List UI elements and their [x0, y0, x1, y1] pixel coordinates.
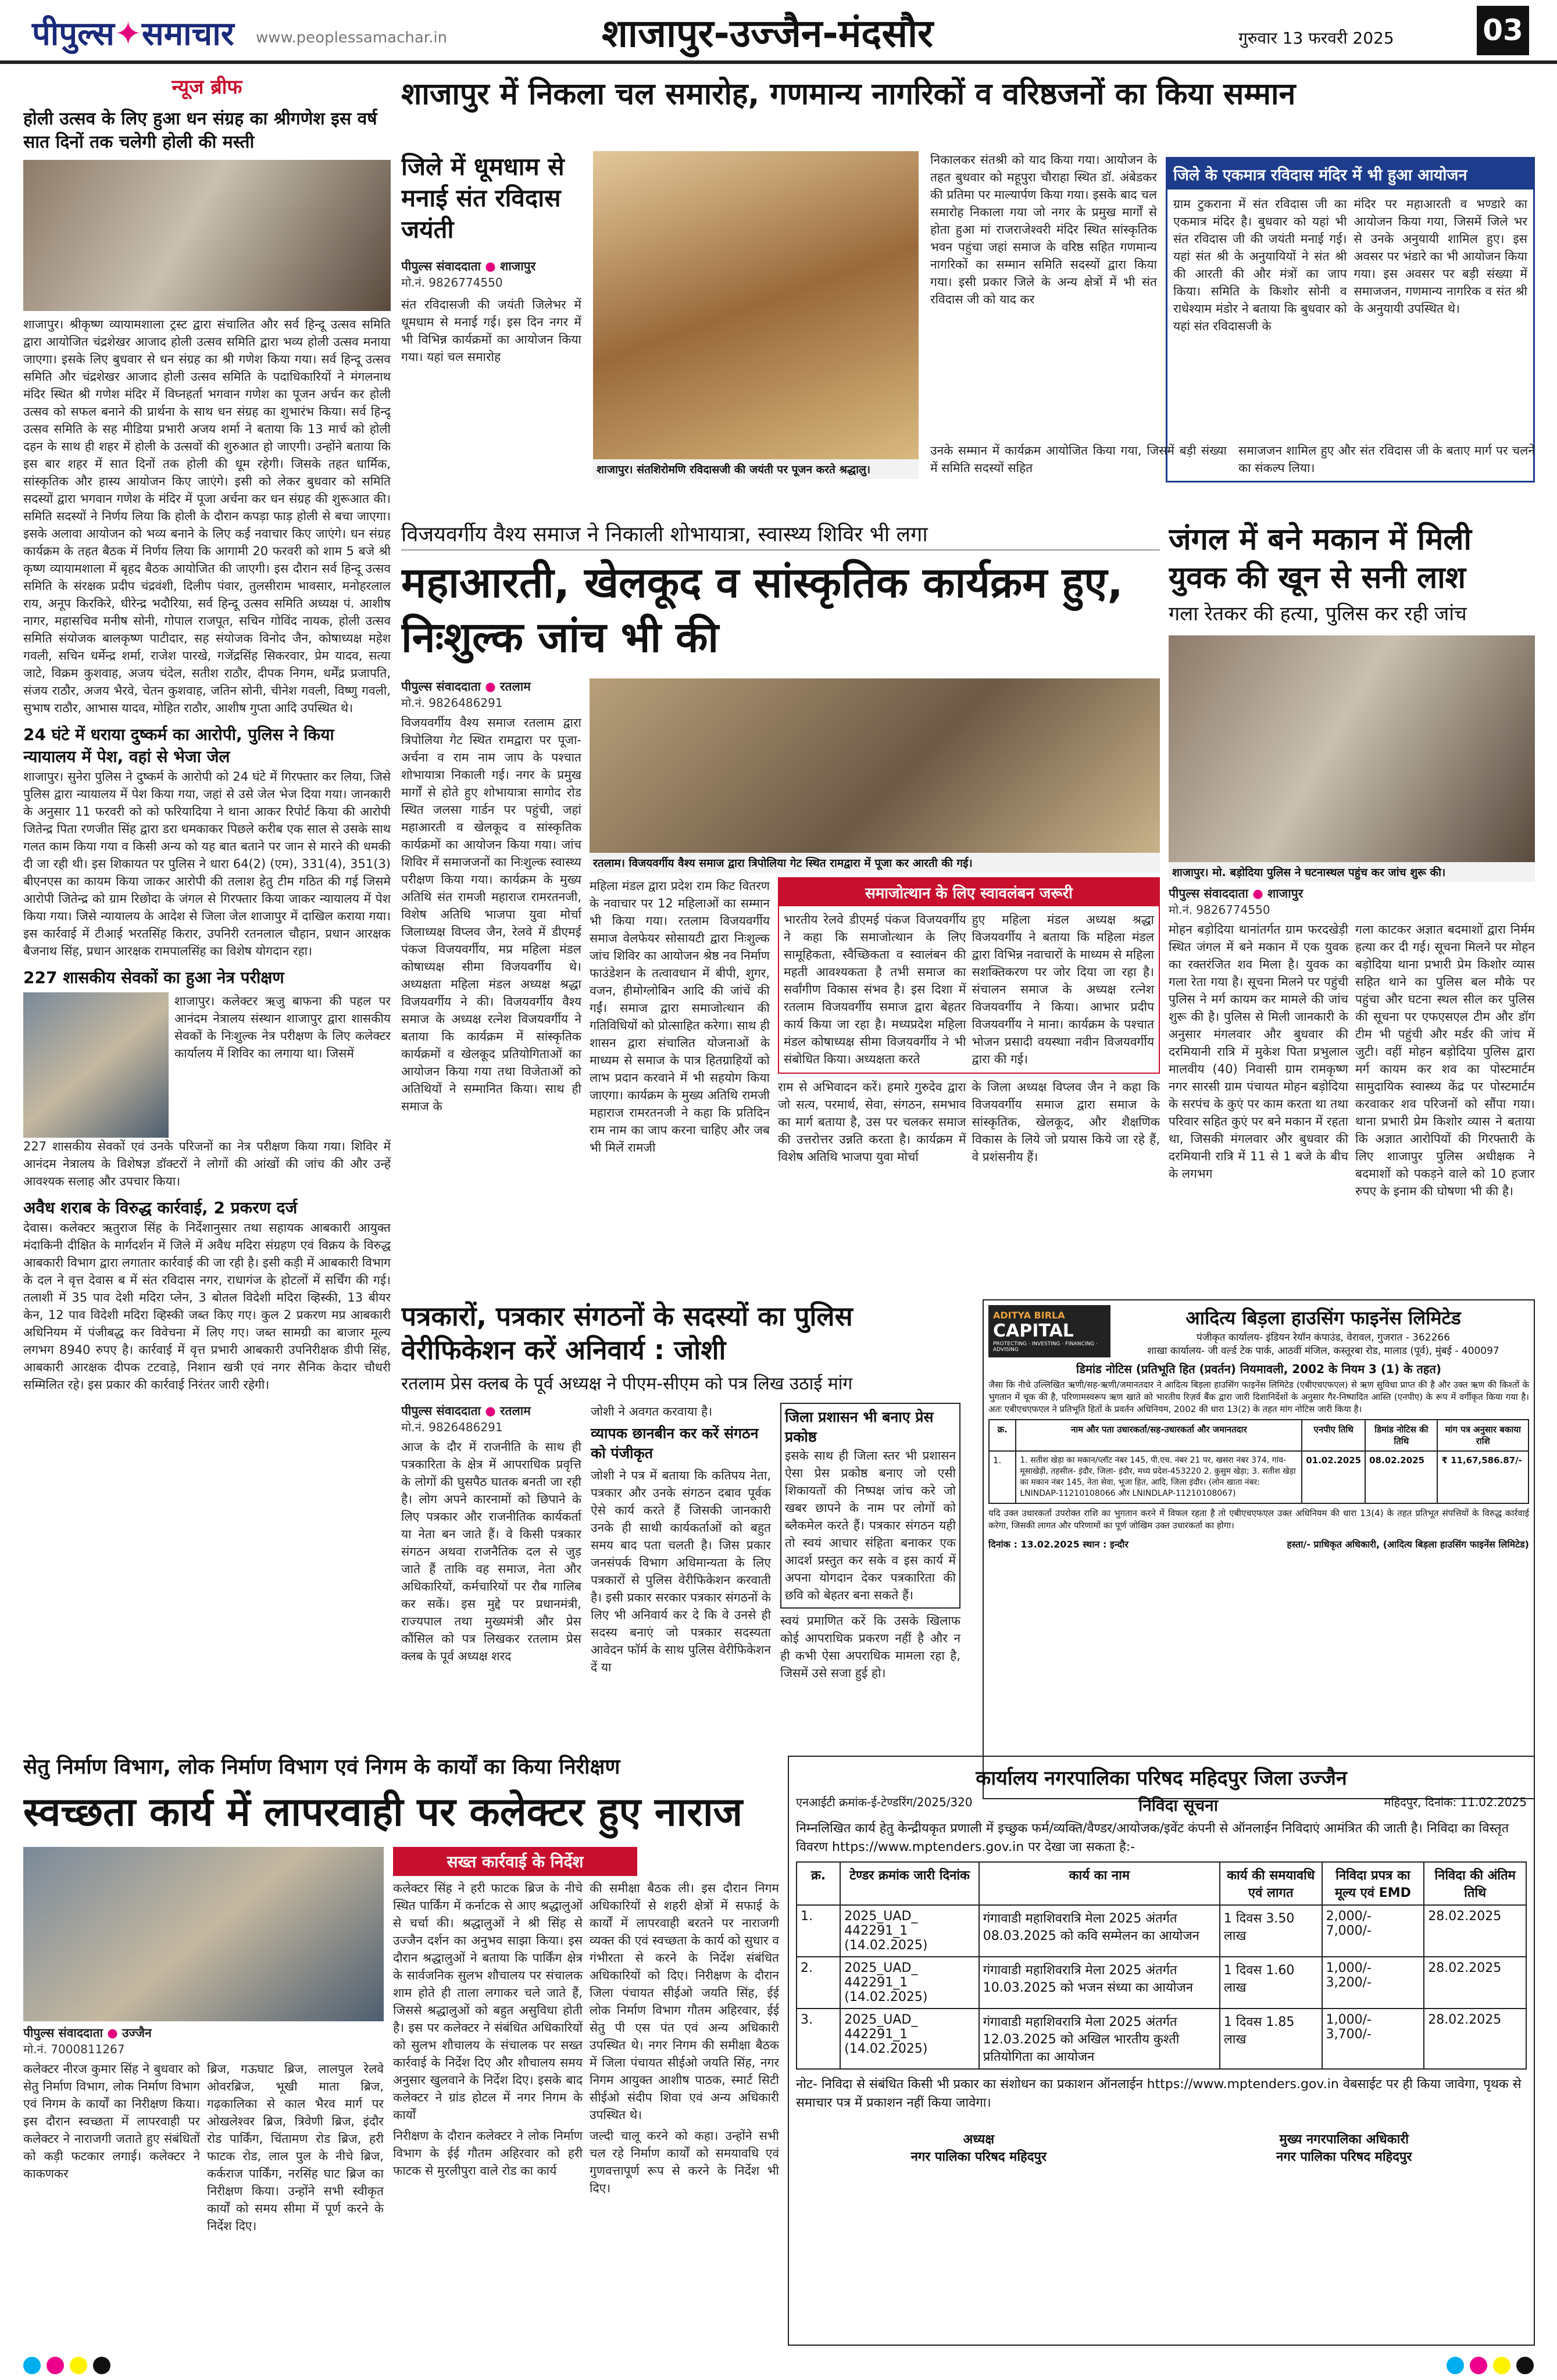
color-mark	[47, 2357, 64, 2374]
page-number: 03	[1477, 6, 1529, 55]
press-byline: पीपुल्स संवाददाता ● रतलाम	[401, 1404, 531, 1418]
collector-meeting-photo	[23, 1847, 384, 2021]
brief-headline-2: 24 घंटे में धराया दुष्कर्म का आरोपी, पुलिस ने किया न्यायालय में पेश, वहां से भेजा जेल	[23, 725, 334, 766]
notice-address-2: शाखा कार्यालय- जी वर्ल्ड टेक पार्क, आठवीं मंजिल, कस्तूरबा रोड, मालाड (पूर्व), मुंबई - 400097	[1147, 1345, 1499, 1357]
mid-box-body-2: हुए महिला मंडल अध्यक्ष श्रद्धा विजयवर्गीय ने बताया कि महिला मंडल द्वारा विभिन्न नवाचारों के माध्यम से महिला सशक्तिकरण पर जोर दिया जा रहा है। संचालन समाज के अध्यक्ष रत्नेश विजयवर्गीय ने किया। आभार प्रदीप विजयवर्गीय ने माना। कार्यक्रम के पश्चात भोजन प्रसादी वयस्थाा नवीन विजयवर्गीय द्वारा की गई।	[972, 913, 1154, 1066]
aditya-birla-logo: ADITYA BIRLA CAPITAL PROTECTING · INVESTING · FINANCING · ADVISING	[988, 1305, 1110, 1357]
brief-body-4: देवास। कलेक्टर ऋतुराज सिंह के निर्देशानुसार तथा सहायक आबकारी आयुक्त मंदाकिनी दीक्षित के मार्गदर्शन में जिले में अवैध मदिरा संग्रहण एवं विक्रय के विरुद्ध आबकारी विभाग द्वारा लगातार कार्रवाई की जा रही है। इसी कड़ी में आबकारी विभाग के दल ने वृत्त देवास ब में संत रविदास नगर, राधागंज के होटलों में सर्चिंग की गई। तलाशी में 35 पाव देशी मदिरा प्लेन, 3 बोतल विदेशी मदिरा व्हिस्की, 13 बीयर केन, 12 पाव विदेशी मदिरा व्हिस्की जब्त किए गए। कुल 2 प्रकरण मप्र आबकारी अधिनियम में पंजीबद्ध कर विवेचना में लिए गए। जब्त सामग्री का बाजार मूल्य लगभग 8940 रुपए है। कार्रवाई में वृत्त प्रभारी आबकारी उपनिरीक्षक डीपी सिंह, आबकारी आरक्षक दीपक टटवाड़े, निशान खत्री एवं नगर सैनिक केदार चौधरी सम्मिलित रहे। इस प्रकार की कार्रवाई निरंतर जारी रहेगी।	[23, 1221, 391, 1392]
top-body-2: निकालकर संतश्री को याद किया गया। आयोजन के तहत बुधवार को महूपुरा चौराहा स्थित डॉ. अंबेडकर की प्रतिमा पर माल्यार्पण किया गया। इसके बाद चल समारोह निकाला गया जो नगर के प्रमुख मार्गों से होता हुआ मां राजराजेश्वरी मंदिर स्थित सांस्कृतिक भवन पहुंचा जहां समाज के वरिष्ठ सहित गणमान्य नागरिकों का सम्मान समिति सदस्यों द्वारा किया गया। इसी प्रकार जिले के अन्य क्षेत्रों में भी संत रविदास जी को याद कर	[930, 153, 1157, 306]
jungle-byline: पीपुल्स संवाददाता ● शाजापुर	[1169, 887, 1304, 900]
bottom-body-6: जल्दी चालू करने को कहा। उन्होंने सभी चल रहे निर्माण कार्यों को समयावधि एवं गुणवत्तापूर्ण रूप से करने के निर्देश भी दिए।	[590, 2129, 779, 2195]
signatory-president: अध्यक्ष नगर पालिका परिषद महिदपुर	[910, 2132, 1047, 2164]
press-subhead-1: व्यापक छानबीन कर करें संगठन को पंजीकृत	[591, 1425, 759, 1461]
bottom-body-3: कलेक्टर सिंह ने हरी फाटक ब्रिज के नीचे स्थित पार्किंग में कर्नाटक से आए श्रद्धालुओं से चर्चा की। श्रद्धालुओं ने श्री सिंह से उज्जैन दर्शन का अनुभव साझा किया। इस दौरान श्रद्धालुओं ने बताया कि पार्किंग क्षेत्र के सार्वजनिक सुलभ शौचालय पर संचालक शाम होते ही ताला लगाकर चले जाते हैं, जिससे श्रद्धालुओं को बहुत असुविधा होती है। इस पर कलेक्टर ने संबंधित अधिकारियों को सुलभ शौचालय के संचालक पर सख्त कार्रवाई के निर्देश दिए और शौचालय समय अनुसार खुलवाने के निर्देश दिए। इसके बाद कलेक्टर ने ग्रांड होटल में नगर निगम के कार्यों	[393, 1881, 583, 2122]
section-title: शाजापुर-उज्जैन-मंदसौर	[602, 11, 934, 56]
outstanding-amount: ₹ 11,67,586.87/-	[1437, 1451, 1529, 1503]
tender-note: नोट- निविदा से संबंधित किसी भी प्रकार का संशोधन का प्रकाशन ऑनलाईन https://www.mptenders.gov.in वेबसाईट पर ही किया जावेगा, पृथक से समाचार पत्र में प्रकाशन नहीं किया जावेगा।	[796, 2077, 1522, 2110]
press-mobile: मो.नं. 9826486291	[401, 1420, 503, 1434]
mid-kicker: विजयवर्गीय वैश्य समाज ने निकाली शोभायात्रा, स्वास्थ्य शिविर भी लगा	[401, 520, 1160, 551]
notice-subtitle: डिमांड नोटिस (प्रतिभूति हित (प्रवर्तन) नियमावली, 2002 के नियम 3 (1) के तहत)	[1076, 1362, 1441, 1376]
mid-body-2: महिला मंडल द्वारा प्रदेश राम किट वितरण के नवाचार पर 12 महिलाओं का सम्मान भी किया गया। रतलाम विजयवर्गीय समाज वेलफेयर सोसायटी द्वारा निःशुल्क जांच शिविर का आयोजन श्रेष्ठ नव निर्माण फाउंडेशन के तत्वावधान में बीपी, शुगर, वजन, हीमोग्लोबिन आदि की जांचें की गईं। समाज द्वारा समाजोत्थान की गतिविधियों को प्रोत्साहित करेगा। साथ ही शासन द्वारा संचालित योजनाओं के माध्यम से समाज के पात्र हितग्राहियों को लाभ प्रदान करवाने में भी सहयोग किया जाएगा। कार्यक्रम के मुख्य अतिथि रामजी महाराज रामरतनजी ने कहा कि प्रतिदिन राम नाम का जाप करना चाहिए और जब भी मिलें रामजी	[590, 879, 770, 1155]
jungle-headline: जंगल में बने मकान में मिली युवक की खून से सनी लाश	[1169, 522, 1472, 595]
mandir-body-1: ग्राम टुकराना में संत रविदास जी का एकमात्र मंदिर है। बुधवार को यहां भी संत रविदास जी की जयंती मनाई गई। यहां संत श्री के अनुयायियों ने संत श्री की आरती की और मंत्रों का जाप किया। समिति के किशोर सोनी व राधेश्याम मंडोर ने बताया कि बुधवार को यहां संत रविदासजी के	[1173, 197, 1347, 333]
tender-intro: निम्नलिखित कार्य हेतु केन्द्रीयकृत प्रणाली में इच्छुक फर्म/व्यक्ति/वैण्डर/आयोजक/इवेंट कंपनी से ऑनलाईन निविदाएं आमंत्रित की जाती है। निविदा का विस्तृत विवरण https://www.mptenders.gov.in पर देखा जा सकता है:-	[796, 1821, 1509, 1854]
mid-box-head: समाजोत्थान के लिए स्वावलंबन जरूरी	[779, 878, 1159, 906]
mid-mobile: मो.नं. 9826486291	[401, 696, 503, 710]
brief-body-3b: 227 शासकीय सेवकों एवं उनके परिजनों का नेत्र परीक्षण किया गया। शिविर में आनंदम नेत्रालय के विशेषज्ञ डॉक्टरों ने लोगों की आंखों की जांच की और उन्हें आवश्यक सलाह और उपचार किया।	[23, 1139, 391, 1188]
color-mark	[93, 2357, 110, 2374]
ravidas-photo	[593, 151, 919, 459]
bottom-mobile: मो.नं. 7000811267	[23, 2042, 125, 2056]
tender-table: क्र. टेण्डर क्रमांक जारी दिनांक कार्य का नाम कार्य की समयावधि एवं लागत निविदा प्रपत्र का मूल्य एवं EMD निविदा की अंतिम तिथि 1. 2025_UAD_ 442291_1 (14.02.2025) गंगावाडी महाशिवरात्रि मेला 2025 अंतर्गत 08.03.2025 को कवि सम्मेलन का आयोजन 1 दिवस 3.50 लाख 2,000/- 7,000/- 28.02.2025 2. 2025_UAD_ 442291_1 (14.02.2025) गंगावाडी महाशिवरात्रि मेला 2025 अंतर्गत 10.03.2025 को भजन संध्या का आयोजन 1 दिवस 1.60 लाख 1,000/- 3,200/- 28.02.2025 3. 2025_UAD_ 442291_1 (14.02.2025) गंगावाडी महाशिवरात्रि मेला 2025 अंतर्गत 12.03.2025 को अखिल भारतीय कुश्ती प्रतियोगिता का आयोजन 1 दिवस 1.85 लाख 1,000/- 3,700/- 28.02.2025	[796, 1861, 1527, 2070]
jungle-story	[1169, 520, 1535, 1293]
tender-ref: एनआईटी क्रमांक-ई-टेण्डरिंग/2025/320	[796, 1795, 973, 1809]
mid-headline: महाआरती, खेलकूद व सांस्कृतिक कार्यक्रम हुए, निःशुल्क जांच भी की	[401, 558, 1123, 662]
ravidas-mandir-box	[1166, 157, 1535, 483]
mid-photo-caption: रतलाम। विजयवर्गीय वैश्य समाज द्वारा त्रिपोलिया गेट स्थित रामद्वारा में पूजा कर आरती की गई।	[590, 853, 1160, 873]
jungle-photo-caption: शाजापुर। मो. बड़ोदिया पुलिस ने घटनास्थल पहुंच कर जांच शुरू की।	[1169, 862, 1535, 882]
press-body-3b: स्वयं प्रमाणित करें कि उसके खिलाफ कोई आपराधिक प्रकरण नहीं है और न ही कभी ऐसा अपराधिक मामला रहा है, जिसमें उसे सजा हुई हो।	[780, 1614, 960, 1680]
mid-box-body-1: भारतीय रेलवे डीएमई पंकज विजयवर्गीय ने कहा कि समाजोत्थान के लिए सामूहिकता, स्वैच्छिकता व स्वालंबन की महती आवश्यकता है तभी समाज का सर्वांगीण विकास संभव है। इस दिशा में रतलाम विजयवर्गीय समाज द्वारा बेहतर कार्य किया जा रहा है। मध्यप्रदेश महिला मंडल कोषाध्यक्ष सीमा विजयवर्गीय ने भी संबोधित किया। अध्यक्षता करते	[784, 913, 966, 1066]
notice-intro: जैसा कि नीचे उल्लिखित ऋणी/सह-ऋणी/जमानतदार ने आदित्य बिड़ला हाउसिंग फाइनेंस लिमिटेड (एबीएचएफएल) से ऋण सुविधा प्राप्त की है और उक्त ऋण की किश्तों के भुगतान में चूक की है, परिणामस्वरूप ऋण खाते को भारतीय रिज़र्व बैंक द्वारा जारी दिशानिर्देशों के अनुसार गैर-निष्पादित आस्ति (एनपीए) के रूप में वर्गीकृत किया गया है। अतः एबीएचएफएल ने प्रतिभूति हितों के प्रवर्तन अधिनियम, 2002 की धारा 13(2) के तहत मांग नोटिस जारी किया है।	[988, 1380, 1529, 1414]
press-body-3a: इसके साथ ही जिला स्तर भी प्रशासन ऐसा प्रेस प्रकोष्ठ बनाए जो एसी शिकायतों की निष्पक्ष जांच करे जो खबर छापने के नाम पर लोगों को ब्लैकमेल करते हैं। पत्रकार संगठन यही तो स्वयं आचार संहिता बनाकर एक आदर्श प्रस्तुत कर सके व इस कार्य में अपना योगदान देकर पत्रकारिता की छवि को बेहतर बना सकते हैं।	[785, 1449, 956, 1602]
signatory-cmo: मुख्य नगरपालिका अधिकारी नगर पालिका परिषद महिदपुर	[1276, 2132, 1412, 2164]
tender-date: महिदपुर, दिनांक: 11.02.2025	[1384, 1795, 1527, 1809]
borrower-details: 1. सतीश खेड़ा का मकान/प्लॉट नंबर 145, पी.एच. नंबर 21 पर, खसरा नंबर 374, गांव- मूसाखेड़ी, तहसील- इंदौर, जिला- इंदौर, मध्य प्रदेश-453220 2. कुसुम खेड़ा; 3. सतीश खेड़ा का मकान नंबर 145, नेता सेवा, भूजा हित, आदि, जिला इंदौर। (लोन खाता नंबर: LNINDAP-11210108066 और LNINDLAP-11210108067)	[1016, 1451, 1302, 1503]
bottom-body-4: की समीक्षा बैठक ली। इस दौरान निगम अधिकारियों से शहरी क्षेत्रों में सफाई के कार्यों में लापरवाही बरतने पर नाराजगी व्यक्त की एवं स्वच्छता के कार्य को सुधार व गंभीरता से करने के निर्देश संबंधित अधिकारियों को दिए। निरीक्षण के दौरान जिला पंचायत सीईओ जयति सिंह, ईई लोक निर्माण विभाग गौतम अहिरवार, ईई सेतु पी एस पंत एवं अन्य अधिकारी उपस्थित थे। नगर निगम की समीक्षा बैठक में जिला पंचायत सीईओ जयति सिंह, नगर निगम आयुक्त आशीष पाठक, स्मार्ट सिटी सीईओ संदीप शिवा एवं अन्य अधिकारी उपस्थित थे।	[590, 1881, 779, 2122]
color-mark	[1493, 2357, 1510, 2374]
eye-camp-photo	[23, 992, 169, 1138]
top-story-col1	[401, 151, 581, 430]
tender-row: 3. 2025_UAD_ 442291_1 (14.02.2025) गंगावाडी महाशिवरात्रि मेला 2025 अंतर्गत 12.03.2025 को अखिल भारतीय कुश्ती प्रतियोगिता का आयोजन 1 दिवस 1.85 लाख 1,000/- 3,700/- 28.02.2025	[797, 2009, 1526, 2069]
brief-body-2: शाजापुर। सुनेरा पुलिस ने दुष्कर्म के आरोपी को 24 घंटे में गिरफ्तार कर लिया, जिसे पुलिस द्वारा न्यायालय में पेश किया गया, जहां से उसे जेल भेज दिया गया। जानकारी के अनुसार 11 फरवरी को को फरियादिया ने थाना आकर रिपोर्ट किया की आरोपी जितेन्द्र पिता रणजीत सिंह द्वारा डरा धमकाकर पिछले करीब एक साल से उसके साथ गलत काम किया गया व किसी अन्य को यह बात बताने पर जान से मारने की धमकी दी जा रही थी। इस शिकायत पर पुलिस ने धारा 64(2) (एम), 331(4), 351(3) बीएनएस का कायम किया जाकर आरोपी की तलाश हेतु टीम गठित की गई जिसमे आरोपी जितेन्द्र को ग्राम रिछोदा के जंगल से गिरफ्तार किया जाकर न्यायालय में पेश किया गया। जिसे न्यायालय के आदेश से जिला जेल शाजापुर में दाखिल कराया गया। इस कार्रवाई में टीआई भरतसिंह किरार, उपनिरी रतनलाल चौहान, प्रधान आरक्षक बैजनाथ सिंह, प्रधान आरक्षक रामपालसिंह का विशेष योगदान रहा।	[23, 770, 391, 958]
top-banner	[401, 73, 1535, 116]
tender-heading: निविदा सूचना	[1138, 1796, 1218, 1815]
press-story	[401, 1299, 974, 1799]
tender-notice-ad	[788, 1756, 1535, 2346]
mandir-body-2: मंदिर पर महाआरती व भण्डारे का आयोजन किया गया, जिसमें जिले भर से उनके अनुयायी शामिल हुए। इस अवसर पर भंडारे का भी आयोजन किया गया। इस अवसर पर बड़ी संख्या में समाजजन, गणमान्य नागरिक व संत श्री के अनुयायी उपस्थित थे।	[1354, 197, 1527, 316]
press-body-1: आज के दौर में राजनीति के साथ ही पत्रकारिता के क्षेत्र में आपराधिक प्रवृत्ति के लोगों की घुसपैठ घातक बनती जा रही है। लोग अपने कारनामों को छिपाने के लिए पत्रकार और राजनीतिक कार्यकर्ता या नेता बन जाते हैं। वे किसी पत्रकार संगठन अथवा राजनैतिक दल से जुड़ जाते हैं ताकि वह समाज, नेता और अधिकारियों, कर्मचारियों पर रौब गालिब कर सकें। इस मुद्दे पर प्रधानमंत्री, राज्यपाल तथा मुख्यमंत्री और प्रेस कौंसिल को पत्र लिखकर रतलाम प्रेस क्लब के पूर्व अध्यक्ष शरद	[401, 1440, 581, 1663]
date-line: गुरुवार 13 फरवरी 2025	[1238, 28, 1394, 48]
bottom-body-5: निरीक्षण के दौरान कलेक्टर ने लोक निर्माण विभाग के ईई गौतम अहिरवार को हरी फाटक से मुरलीपुरा वाले रोड का कार्य	[393, 2129, 583, 2178]
top-story-headline: जिले में धूमधाम से मनाई संत रविदास जयंती	[401, 152, 565, 244]
top-byline: पीपुल्स संवाददाता ● शाजापुर	[401, 259, 536, 273]
notice-note: यदि उक्त उधारकर्ता उपरोक्त राशि का भुगतान करने में विफल रहता है तो एबीएचएफएल उक्त अधिनियम की धारा 13(4) के तहत प्रतिभूत संपत्तियों के विरुद्ध कार्रवाई करेगा, जिसकी लागत और परिणामों का पूर्ण जोखिम उक्त उधारकर्ता का होगा।	[988, 1508, 1529, 1531]
mid-body-1: विजयवर्गीय वैश्य समाज रतलाम द्वारा त्रिपोलिया गेट स्थित रामद्वारा पर पूजा-अर्चना व राम नाम जाप के पश्चात शोभायात्रा निकाली गई। नगर के प्रमुख मार्गों से होते हुए शोभायात्रा सागोद रोड स्थित जलसा गार्डन पर पहुंची, जहां महाआरती व खेलकूद व सांस्कृतिक कार्यक्रमों का आयोजन किया गया। जांच शिविर में समाजजनों का निःशुल्क स्वास्थ्य परीक्षण किया गया। कार्यक्रम के मुख्य अतिथि संत रामजी महाराज रामरतनजी, विशेष अतिथि भाजपा युवा मोर्चा जिलाध्यक्ष विप्लव जैन, रेलवे में डीएमई पंकज विजयवर्गीय, मप्र महिला मंडल कोषाध्यक्ष सीमा विजयवर्गीय थे। अध्यक्षता महिला मंडल अध्यक्ष श्रद्धा विजयवर्गीय ने की। विजयवर्गीय वैश्य समाज के अध्यक्ष रत्नेश विजयवर्गीय ने बताया कि कार्यक्रम में सांस्कृतिक कार्यक्रमों व खेलकूद प्रतियोगिताओं का आयोजन किया गया तथा विजेताओं को अतिथियों ने सम्मानित किया। साथ ही समाज के	[401, 716, 581, 1113]
site-url[interactable]: www.peoplessamachar.in	[256, 29, 448, 47]
color-mark	[1447, 2357, 1464, 2374]
bottom-body-2: ब्रिज, गऊघाट ब्रिज, लालपुल रेलवे ओवरब्रिज, भूखी माता ब्रिज, गढ़कालिका से काल भैरव मार्ग पर ओखलेश्वर ब्रिज, त्रिवेणी ब्रिज, इंदौर रोड पार्किंग, चिंतामण रोड ब्रिज, हरी फाटक रोड, लाल पुल के नीचे ब्रिज, कर्कराज पार्किंग, नरसिंह घाट ब्रिज का निरीक्षण किया। उन्होंने सभी स्वीकृत कार्यों को समय सीमा में पूर्ण करने के निर्देश दिए।	[207, 2062, 384, 2233]
top-story-col3	[930, 151, 1157, 442]
crime-scene-photo	[1169, 635, 1535, 862]
demand-notice-ad	[983, 1299, 1535, 1799]
top-tail-2: समाजजन शामिल हुए और संत रविदास जी के बताए मार्ग पर चलने का संकल्प लिया।	[1238, 444, 1535, 475]
color-mark	[23, 2357, 41, 2374]
shobhayatra-photo	[590, 678, 1160, 853]
jungle-body-2: गला काटकर अज्ञात बदमाशों द्वारा निर्मम हत्या कर दी गई। सूचना मिलने पर मोहन बड़ोदिया थाना प्रभारी प्रेम किशोर व्यास सहित थाने का पुलिस बल मौके पर पहुंचा और घटना स्थल सील कर पुलिस की सूचना पर एफएसएल टीम और डॉग टीम भी पहुंची और मर्डर की जांच में जुटी। वहीं मोहन बड़ोदिया पुलिस द्वारा मर्ग कायम कर शव का पोस्टमार्टम सामुदायिक स्वास्थ्य केंद्र पर पोस्टमार्टम करवाकर शव परिजनों को सौंपा गया। थाना प्रभारी प्रेम किशोर व्यास ने बताया कि अज्ञात आरोपियों की गिरफ्तारी के लिए शाजापुर पुलिस अधीक्षक ने बदमाशों को पकड़ने वाले को 10 हजार रुपए के इनाम की घोषणा भी की है।	[1355, 923, 1535, 1198]
notice-title: आदित्य बिड़ला हाउसिंग फाइनेंस लिमिटेड	[1185, 1307, 1461, 1329]
notice-signature: हस्ता/- प्राधिकृत अधिकारी, (आदित्य बिड़ला हाउसिंग फाइनेंस लिमिटेड)	[1287, 1539, 1529, 1550]
brief-body-1: शाजापुर। श्रीकृष्ण व्यायामशाला ट्रस्ट द्वारा संचालित और सर्व हिन्दू उत्सव समिति द्वारा आयोजित चंद्रशेखर आजाद होली उत्सव समिति द्वारा भव्य होली उत्सव मनाया जाएगा। इसके लिए बुधवार से धन संग्रह का श्री गणेश किया गया। सर्व हिन्दू उत्सव समिति और चंद्रशेखर आजाद होली उत्सव समिति के पदाधिकारियों ने मंगलनाथ मंदिर स्थित श्री गणेश मंदिर में विघ्नहर्ता भगवान गणेश का पूजन अर्चन कर होली उत्सव को सफल बनाने की प्रार्थना के साथ धन संग्रह का शुभारंभ किया। सर्व हिन्दू उत्सव समिति के सह मीडिया प्रभारी अजय शर्मा ने बताया कि 13 मार्च को होली दहन के साथ ही शहर में होली के उत्सवों की शुरुआत हो जाएगी। उन्होंने बताया कि इस बार शहर में सात दिनों तक होली की धूम रहेगी। जिसके तहत धार्मिक, सांस्कृतिक और हास्य आयोजन किए जाएंगे। इसी को लेकर बुधवार को समिति सदस्यों द्वारा भगवान गणेश के मंदिर में पूजा अर्चना कर धन संग्रह की शुरूआत की। समिति सदस्यों ने निर्णय लिया कि होली के दौरान कपड़ा फाड़ होली से बचा जाएगा। इसके अलावा आयोजन को भव्य बनाने के लिए कई नवाचार किए जाएंगे। धन संग्रह कार्यक्रम के तहत बैठक में निर्णय लिया कि आगामी 20 फरवरी को शाम 5 बजे श्री कृष्ण व्यायामशाला में बृहद बैठक आयोजित की जाएगी। इस दौरान सर्व हिन्दू उत्सव समिति के संरक्षक प्रदीप चंद्रवंशी, दिलीप पंवार, तुलसीराम भावसार, मनोहरलाल राय, अनूप किरकिरे, धीरेन्द्र भदौरिया, सर्व हिन्दू उत्सव समिति अध्यक्ष पं. आशीष नागर, महासचिव मनीष सोनी, गोपाल राजपूत, सचिन गोविंद नायक, होली उत्सव समिति संयोजक बालकृष्ण पाटीदार, सह संयोजक विनोद जैन, कोषाध्यक्ष महेश गवली, सचिन धर्मेन्द्र शर्मा, राजेश पारखे, गजेंद्रसिंह सिकरवार, प्रेम यादव, सत्या जाटे, विक्रम कुशवाह, अजय चंदेल, सतीश राठौर, दीपक निगम, धर्मेंद्र प्रजापति, संजय राठौर, अजय भैरवे, चेतन कुशवाह, जतिन सोनी, चीनेश गवली, विष्णु गवली, सुभाष राठौर, आभास यादव, मोहित राठौर, आशीष गुप्ता आदि उपस्थित थे।	[23, 317, 391, 715]
mid-body-4: के जिला अध्यक्ष विप्लव जैन ने कहा कि विजयवर्गीय समाज द्वारा समाज के सांस्कृतिक, खेलकूद, और शैक्षणिक विकास के लिये जो प्रयास किये जा रहे हैं, वे प्रशंसनीय हैं।	[972, 1080, 1160, 1164]
top-photo-block	[593, 151, 919, 483]
top-tail	[930, 442, 1535, 512]
top-banner-headline: शाजापुर में निकला चल समारोह, गणमान्य नागरिकों व वरिष्ठजनों का किया सम्मान	[401, 77, 1296, 112]
news-brief-label: न्यूज ब्रीफ	[172, 76, 242, 99]
brief-headline-3: 227 शासकीय सेवकों का हुआ नेत्र परीक्षण	[23, 968, 284, 987]
masthead	[0, 0, 1557, 64]
jungle-body-1: मोहन बड़ोदिया थानांतर्गत ग्राम फरदखेड़ी स्थित जंगल में बने मकान में एक युवक का रक्तरंजित शव मिला है। युवक का गला रेता गया है। सूचना मिलने पर पहुंची पुलिस ने मर्ग कायम कर मामले की जांच शुरू की है। पुलिस से मिली जानकारी के अनुसार मंगलवार और बुधवार की दरमियानी रात्रि में मुकेश पिता प्रभुलाल मालवीय (40) निवासी ग्राम रामकृष्ण नगर सारसी ग्राम पंचायत मोहन बड़ोदिया के सरपंच के कुएं पर काम करता था तथा परिवार सहित कुएं पर बने मकान में रहता था, जिसकी मंगलवार और बुधवार की दरमियानी रात्रि में 11 से 1 बजे के बीच के लगभग	[1169, 923, 1348, 1181]
press-body-2a: जोशी ने अवगत करवाया है।	[591, 1405, 713, 1418]
color-mark	[70, 2357, 87, 2374]
bottom-headline: स्वच्छता कार्य में लापरवाही पर कलेक्टर हुए नाराज	[23, 1789, 743, 1835]
bottom-story	[23, 1753, 779, 2346]
press-subhead: रतलाम प्रेस क्लब के पूर्व अध्यक्ष ने पीएम-सीएम को पत्र लिख उठाई मांग	[401, 1374, 853, 1394]
mid-body-3: राम से अभिवादन करें। हमारे गुरुदेव द्वारा जो सत्य, परमार्थ, सेवा, संगठन, समभाव का मार्ग बताया है, उस पर चलकर समाज की उत्तरोत्तर उन्नति करता है। कार्यक्रम में विशेष अतिथि भाजपा युवा मोर्चा	[778, 1080, 966, 1164]
holi-photo	[23, 160, 391, 311]
jungle-subhead: गला रेतकर की हत्या, पुलिस कर रही जांच	[1169, 602, 1467, 626]
notice-table: क्र. नाम और पता उधारकर्ता/सह-उधारकर्ता और जमानतदार एनपीए तिथि डिमांड नोटिस की तिथि मांग पत्र अनुसार बकाया राशि 1. 1. सतीश खेड़ा का मकान/प्लॉट नंबर 145, पी.एच. नंबर 21 पर, खसरा नंबर 374, गांव- मूसाखेड़ी, तहसील- इंदौर, जिला- इंदौर, मध्य प्रदेश-453220 2. कुसुम खेड़ा; 3. सतीश खेड़ा का मकान नंबर 145, नेता सेवा, भूजा हित, आदि, जिला इंदौर। (लोन खाता नंबर: LNINDAP-11210108066 और LNINDLAP-11210108067) 01.02.2025 08.02.2025 ₹ 11,67,586.87/-	[988, 1419, 1529, 1504]
tender-row: 2. 2025_UAD_ 442291_1 (14.02.2025) गंगावाडी महाशिवरात्रि मेला 2025 अंतर्गत 10.03.2025 को भजन संध्या का आयोजन 1 दिवस 1.60 लाख 1,000/- 3,200/- 28.02.2025	[797, 1957, 1526, 2009]
top-mobile: मो.नं. 9826774550	[401, 276, 503, 290]
color-mark	[1516, 2357, 1534, 2374]
tender-title: कार्यालय नगरपालिका परिषद महिदपुर जिला उज्जैन	[976, 1767, 1347, 1790]
bottom-body-1: कलेक्टर नीरज कुमार सिंह ने बुधवार को सेतु निर्माण विभाग, लोक निर्माण विभाग एवं निगम के कार्यों का निरीक्षण किया। इस दौरान स्वच्छता में लापरवाही पर कलेक्टर ने नाराजगी जताते हुए संबंधितों को कड़ी फटकार लगाई। कलेक्टर ने काकणकर	[23, 2062, 200, 2181]
mandir-box-head: जिले के एकमात्र रविदास मंदिर में भी हुआ आयोजन	[1167, 159, 1533, 190]
press-body-2b: जोशी ने पत्र में बताया कि कतिपय नेता, पत्रकार और उनके संगठन दबाव पूर्वक ऐसे कार्य करते हैं जिसकी जानकारी उनके ही साथी कार्यकर्ताओं को बहुत समय बाद पता चलती है। जिस प्रकार जनसंपर्क विभाग अधिमान्यता के लिए पत्रकारों से पुलिस वेरीफिकेशन करवाती है। इसी प्रकार सरकार पत्रकार संगठनों के लिए भी अनिवार्य कर दे कि वे उनसे ही सदस्य बनाएं जो पत्रकार सदस्यता आवेदन फॉर्म के साथ पुलिस वेरीफिकेशन दें या	[591, 1468, 771, 1674]
mid-story	[401, 520, 1160, 1293]
brief-body-3a: शाजापुर। कलेक्टर ऋजु बाफना की पहल पर आनंदम नेत्रालय संस्थान शाजापुर द्वारा शासकीय सेवकों के निःशुल्क नेत्र परीक्षण के लिए कलेक्टर कार्यालय में शिविर का लगाया था। जिसमें	[174, 994, 391, 1060]
bottom-byline: पीपुल्स संवाददाता ● उज्जैन	[23, 2026, 152, 2040]
top-photo-caption: शाजापुर। संतशिरोमणि रविदासजी की जयंती पर पूजन करते श्रद्धालु।	[593, 459, 919, 479]
left-column	[23, 73, 391, 1747]
press-headline: पत्रकारों, पत्रकार संगठनों के सदस्यों का पुलिस वेरीफिकेशन करें अनिवार्य : जोशी	[401, 1300, 853, 1366]
strict-action-head: सख्त कार्रवाई के निर्देश	[393, 1847, 637, 1876]
jungle-mobile: मो.नं. 9826774550	[1169, 903, 1270, 917]
press-subhead-2: जिला प्रशासन भी बनाए प्रेस प्रकोष्ठ	[785, 1409, 934, 1445]
tender-row: 1. 2025_UAD_ 442291_1 (14.02.2025) गंगावाडी महाशिवरात्रि मेला 2025 अंतर्गत 08.03.2025 को कवि सम्मेलन का आयोजन 1 दिवस 3.50 लाख 2,000/- 7,000/- 28.02.2025	[797, 1905, 1526, 1957]
bottom-kicker: सेतु निर्माण विभाग, लोक निर्माण विभाग एवं निगम के कार्यों का किया निरीक्षण	[23, 1755, 620, 1779]
top-tail-1: उनके सम्मान में कार्यक्रम आयोजित किया गया, जिसमें बड़ी संख्या में समिति सदस्यों सहित	[930, 444, 1227, 475]
top-body-1: संत रविदासजी की जयंती जिलेभर में धूमधाम से मनाई गई। इस दिन नगर में भी विभिन्न कार्यक्रमों का आयोजन किया गया। यहां चल समारोह	[401, 298, 581, 364]
brand-logo[interactable]: पीपुल्स✦समाचार	[32, 15, 234, 53]
mid-byline: पीपुल्स संवाददाता ● रतलाम	[401, 680, 531, 694]
brief-headline-4: अवैध शराब के विरुद्ध कार्रवाई, 2 प्रकरण दर्ज	[23, 1198, 298, 1217]
notice-address-1: पंजीकृत कार्यालय- इंडियन रेयॉन कंपाउंड, वेरावल, गुजरात - 362266	[1196, 1332, 1451, 1343]
color-mark	[1470, 2357, 1487, 2374]
notice-place: दिनांक : 13.02.2025 स्थान : इन्दौर	[988, 1539, 1129, 1550]
brief-headline-1: होली उत्सव के लिए हुआ धन संग्रह का श्रीगणेश इस वर्ष सात दिनों तक चलेगी होली की मस्ती	[23, 109, 377, 152]
